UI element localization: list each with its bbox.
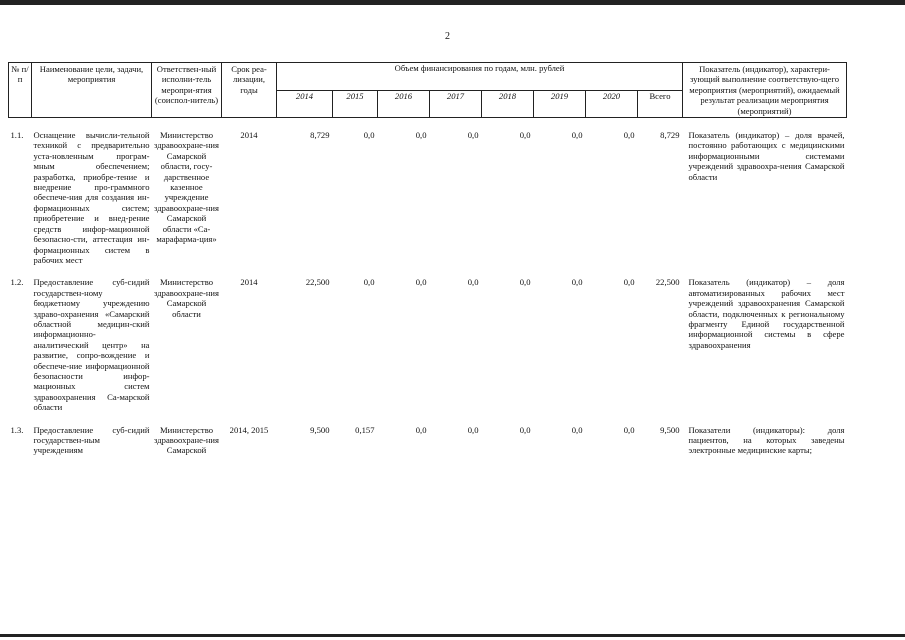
table-row [9, 425, 847, 456]
row-value: 0,0 [519, 424, 531, 435]
row-value: 0,0 [415, 130, 427, 141]
header-no: № п/п [9, 63, 32, 118]
header-name: Наименование цели, задачи, мероприятия [32, 63, 152, 118]
row-total: 9,500 [660, 424, 680, 435]
row-responsible: Министерство здравоохране-ния Самарской области, госу-дарственное казенное учреждение здравоохране-ния Самарской области «Са-марафарма-ция» [154, 130, 219, 245]
program-table [8, 62, 847, 456]
row-indicator: Показатели (индикаторы): доля пациентов, на которых заведены электронные медицинские карты; [688, 424, 845, 456]
row-number: 1.1. [10, 130, 24, 141]
row-name: Предоставление суб-сидий государствен-ным учреждениям [33, 424, 150, 456]
row-value: 0,0 [519, 130, 531, 141]
row-value: 0,0 [571, 130, 583, 141]
row-value: 0,0 [467, 277, 479, 288]
header-year: 2015 [333, 90, 378, 118]
row-value: 0,0 [415, 424, 427, 435]
table-row [9, 130, 847, 265]
scan-bottom-edge [0, 634, 905, 637]
row-indicator: Показатель (индикатор) – доля автоматизированных рабочих мест учреждений здравоохранения Самарской области, подключенных к региональному фрагменту Единой государственной информационной системы в сфере здравоохранения [688, 277, 845, 350]
row-value: 0,0 [571, 424, 583, 435]
row-value: 9,500 [310, 424, 330, 435]
row-value: 0,0 [415, 277, 427, 288]
scan-top-edge [0, 0, 905, 5]
row-value: 0,0 [363, 130, 375, 141]
row-value: 0,0 [623, 424, 635, 435]
row-name: Предоставление суб-сидий государствен-ному бюджетному учреждению здраво-охранения «Самарский областной медицин-ский информационно-аналитический центр» на развитие, сопро-вождение и обеспече-ние информационной безопасности инфор-мационных систем здравоохранения Са-марской области [33, 277, 150, 413]
row-term: 2014 [240, 277, 258, 288]
row-value: 0,0 [571, 277, 583, 288]
row-value: 22,500 [305, 277, 330, 288]
row-value: 0,0 [467, 130, 479, 141]
row-number: 1.3. [10, 424, 24, 435]
row-responsible: Министерство здравоохране-ния Самарской [154, 424, 219, 456]
row-term: 2014 [240, 130, 258, 141]
row-value: 0,0 [623, 277, 635, 288]
header-year: 2016 [378, 90, 430, 118]
page-number: 2 [445, 31, 450, 42]
row-name: Оснащение вычисли-тельной техникой с предварительно уста-новленным програм-мным обеспечением; разработка, приобре-тение и внедрение про-граммного обеспече-ния для создания ин-формационных систем; приобретение и внед-рение средств инфор-мационной безопасно-сти, аттестация ин-формационных систем в рабочих мест [33, 130, 150, 265]
header-year: 2014 [277, 90, 333, 118]
header-responsible: Ответствен-ный исполни-тель меропри-ятия (соиспол-нитель) [152, 63, 222, 118]
row-value: 0,0 [623, 130, 635, 141]
header-indicator: Показатель (индикатор), характери-зующий выполнение соответствую-щего мероприятия (мероприятий), ожидаемый результат реализации мероприятия (мероприятий) [683, 63, 847, 118]
table-row [9, 277, 847, 412]
row-term: 2014, 2015 [229, 424, 269, 435]
row-number: 1.2. [10, 277, 24, 288]
row-responsible: Министерство здравоохране-ния Самарской области [154, 277, 219, 319]
row-total: 8,729 [660, 130, 680, 141]
header-funding: Объем финансирования по годам, млн. рублей [277, 63, 683, 91]
header-total: Всего [638, 90, 683, 118]
header-year: 2020 [586, 90, 638, 118]
row-value: 0,0 [519, 277, 531, 288]
row-value: 8,729 [310, 130, 330, 141]
row-total: 22,500 [655, 277, 680, 288]
row-value: 0,0 [363, 277, 375, 288]
header-year: 2017 [430, 90, 482, 118]
header-year: 2018 [482, 90, 534, 118]
header-term: Срок реа-лизации, годы [222, 63, 277, 118]
row-value: 0,157 [355, 424, 375, 435]
row-indicator: Показатель (индикатор) – доля врачей, постоянно работающих с медицинскими информационными системами учреждений здравоохра-нения Самарской области [688, 130, 845, 182]
row-value: 0,0 [467, 424, 479, 435]
header-year: 2019 [534, 90, 586, 118]
